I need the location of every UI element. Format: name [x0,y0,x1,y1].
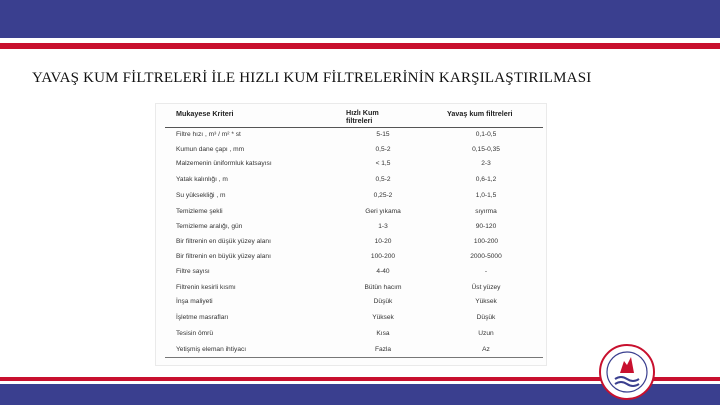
rapid-filter-cell: 0,5-2 [375,176,391,183]
criterion-cell: Yatak kalınlığı , m [176,176,228,183]
comparison-table [155,103,547,366]
criterion-cell: Filtrenin kesirli kısmı [176,284,236,291]
rapid-filter-cell: Fazla [374,346,392,353]
header-criteria: Mukayese Kriteri [176,109,234,118]
header-slow-filters: Yavaş kum filtreleri [447,109,513,118]
slow-filter-cell: 0,1-0,5 [475,131,497,138]
criterion-cell: Malzemenin üniformluk katsayısı [176,160,272,167]
rapid-filter-cell: Geri yıkama [365,208,401,215]
slow-filter-cell: Üst yüzey [471,284,501,291]
criterion-cell: Filtre hızı , m³ / m² * st [176,131,241,138]
university-emblem-icon [598,343,656,401]
rapid-filter-cell: 5-15 [376,131,390,138]
slow-filter-cell: Az [482,346,490,353]
criterion-cell: İnşa maliyeti [176,298,213,305]
slow-filter-cell: 100-200 [473,238,499,245]
rapid-filter-cell: 10-20 [374,238,392,245]
slow-filter-cell: Düşük [476,314,496,321]
criterion-cell: Filtre sayısı [176,268,210,275]
rapid-filter-cell: Düşük [373,298,393,305]
slow-filter-cell: Uzun [478,330,494,337]
criterion-cell: Temizleme şekli [176,208,223,215]
header-rapid-filters: Hızlı Kum filtreleri [346,108,379,125]
slow-filter-cell: sıyırma [475,208,497,215]
slow-filter-cell: 1,0-1,5 [475,192,497,199]
rapid-filter-cell: 4-40 [376,268,390,275]
slow-filter-cell: 0,6-1,2 [475,176,497,183]
slow-filter-cell: 90-120 [475,223,497,230]
rapid-filter-cell: 0,25-2 [373,192,393,199]
top-accent-stripe [0,43,720,49]
header-rule [165,127,543,128]
slow-filter-cell: Yüksek [475,298,497,305]
criterion-cell: Yetişmiş eleman ihtiyacı [176,346,247,353]
rapid-filter-cell: Yüksek [372,314,394,321]
criterion-cell: Su yüksekliği , m [176,192,226,199]
rapid-filter-cell: < 1,5 [375,160,391,167]
rapid-filter-cell: Bütün hacım [364,284,402,291]
slow-filter-cell: - [484,268,488,275]
slow-filter-cell: 0,15-0,35 [472,146,500,153]
rapid-filter-cell: 1-3 [378,223,388,230]
criterion-cell: Kumun dane çapı , mm [176,146,245,153]
rapid-filter-cell: 0,5-2 [375,146,391,153]
rapid-filter-cell: Kısa [376,330,390,337]
rapid-filter-cell: 100-200 [370,253,396,260]
criterion-cell: Bir filtrenin en düşük yüzey alanı [176,238,271,245]
top-header-band [0,0,720,38]
criterion-cell: Bir filtrenin en büyük yüzey alanı [176,253,271,260]
criterion-cell: İşletme masrafları [176,314,229,321]
criterion-cell: Temizleme aralığı, gün [176,223,243,230]
slow-filter-cell: 2-3 [481,160,491,167]
criterion-cell: Tesisin ömrü [176,330,214,337]
slide-title: YAVAŞ KUM FİLTRELERİ İLE HIZLI KUM FİLTRELERİNİN KARŞILAŞTIRILMASI [32,70,592,86]
slow-filter-cell: 2000-5000 [470,253,502,260]
bottom-rule [165,357,543,358]
